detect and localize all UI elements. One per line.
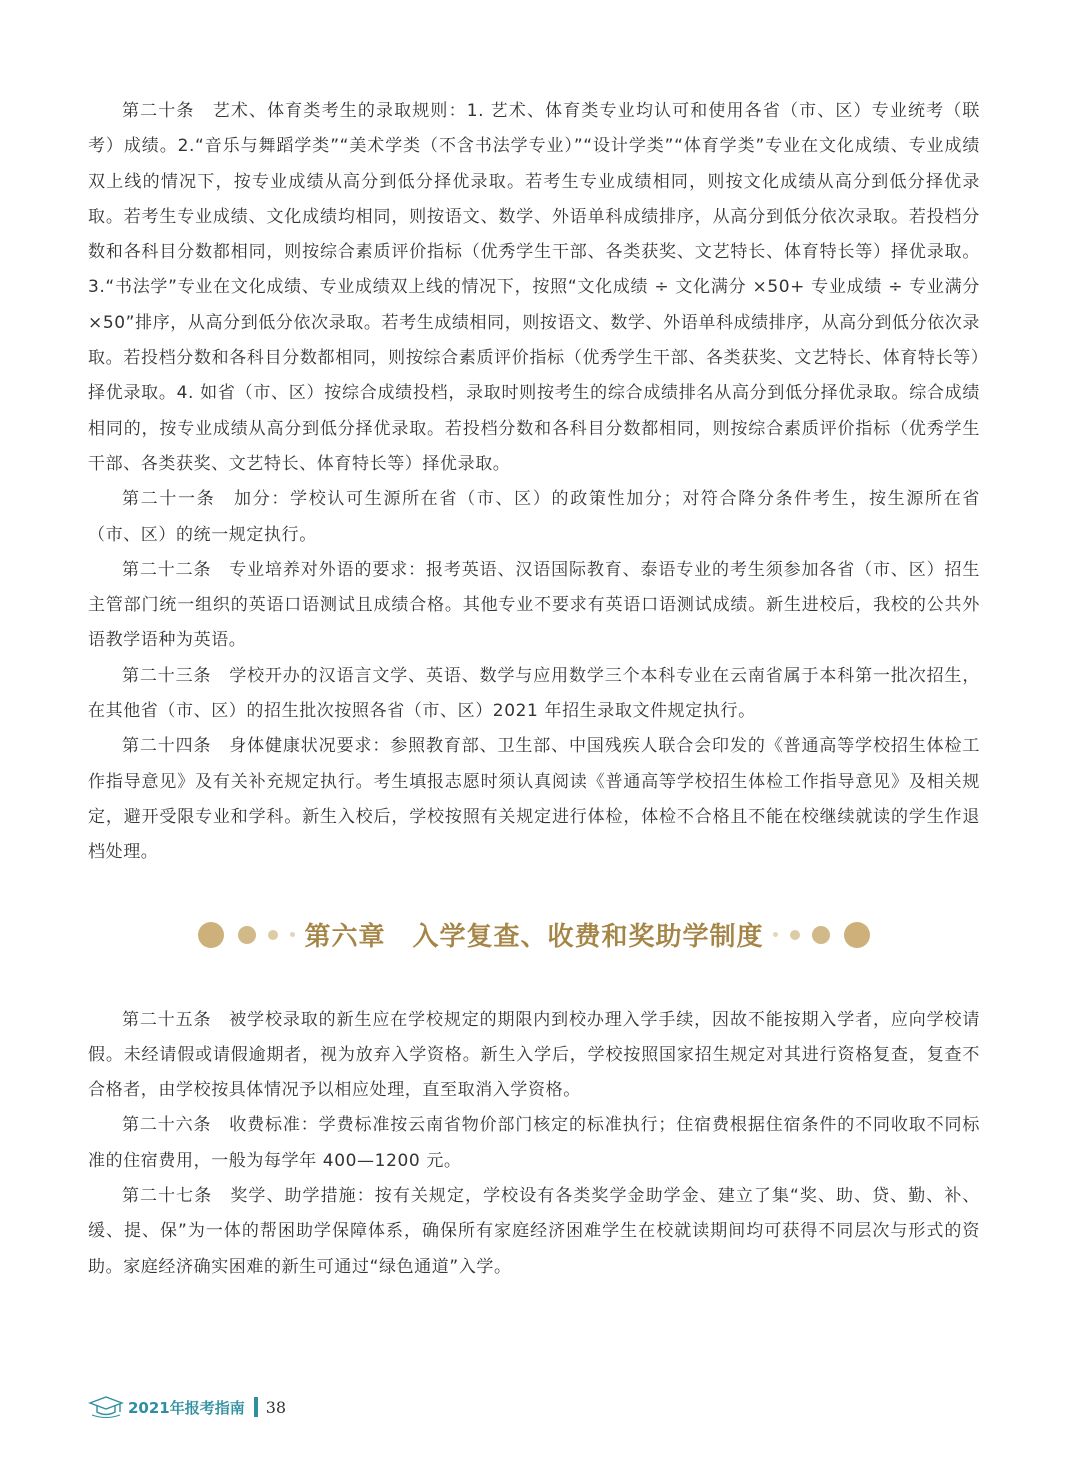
decor-dot-icon	[198, 922, 224, 948]
article-25: 第二十五条 被学校录取的新生应在学校规定的期限内到校办理入学手续，因故不能按期入学者，应向学校请假。未经请假或请假逾期者，视为放弃入学资格。新生入学后，学校按照国家招生规定对其进行资格复查，复查不合格者，由学校按具体情况予以相应处理，直至取消入学资格。	[88, 1009, 980, 1101]
guide-title: 2021年报考指南	[128, 1398, 245, 1417]
chapter-title: 第六章 入学复查、收费和奖助学制度	[304, 922, 764, 953]
article-23: 第二十三条 学校开办的汉语言文学、英语、数学与应用数学三个本科专业在云南省属于本科第一批次招生，在其他省（市、区）的招生批次按照各省（市、区）2021 年招生录取文件规定执行。	[88, 665, 980, 722]
chapter-heading	[88, 905, 980, 965]
page-number: 38	[265, 1397, 287, 1417]
decor-dot-icon	[268, 930, 278, 940]
page-footer	[88, 1392, 286, 1422]
page-content	[88, 94, 980, 1285]
article-27: 第二十七条 奖学、助学措施：按有关规定，学校设有各类奖学金助学金、建立了集“奖、助、贷、勤、补、缓、提、保”为一体的帮困助学保障体系，确保所有家庭经济困难学生在校就读期间均可获得不同层次与形式的资助。家庭经济确实困难的新生可通过“绿色通道”入学。	[88, 1186, 980, 1277]
decor-dot-icon	[790, 930, 800, 940]
footer-divider	[254, 1397, 258, 1417]
article-26: 第二十六条 收费标准：学费标准按云南省物价部门核定的标准执行；住宿费根据住宿条件的不同收取不同标准的住宿费用，一般为每学年 400—1200 元。	[88, 1115, 980, 1171]
decor-dot-icon	[812, 926, 830, 944]
graduation-cap-icon	[88, 1394, 124, 1420]
decor-dot-icon	[238, 926, 256, 944]
article-21: 第二十一条 加分：学校认可生源所在省（市、区）的政策性加分；对符合降分条件考生，按生源所在省（市、区）的统一规定执行。	[88, 489, 980, 545]
article-24: 第二十四条 身体健康状况要求：参照教育部、卫生部、中国残疾人联合会印发的《普通高等学校招生体检工作指导意见》及有关补充规定执行。考生填报志愿时须认真阅读《普通高等学校招生体检工作指导意见》及相关规定，避开受限专业和学科。新生入校后，学校按照有关规定进行体检，体检不合格且不能在校继续就读的学生作退档处理。	[88, 736, 980, 863]
decor-dot-icon	[290, 932, 295, 937]
decor-dot-icon	[773, 932, 778, 937]
article-20: 第二十条 艺术、体育类考生的录取规则：1. 艺术、体育类专业均认可和使用各省（市、区）专业统考（联考）成绩。2.“音乐与舞蹈学类”“美术学类（不含书法学专业）”“设计学类”“体育学类”专业在文化成绩、专业成绩双上线的情况下，按专业成绩从高分到低分择优录取。若考生专业成绩相同，则按文化成绩从高分到低分择优录取。若考生专业成绩、文化成绩均相同，则按语文、数学、外语单科成绩排序，从高分到低分依次录取。若投档分数和各科目分数都相同，则按综合素质评价指标（优秀学生干部、各类获奖、文艺特长、体育特长等）择优录取。3.“书法学”专业在文化成绩、专业成绩双上线的情况下，按照“文化成绩 ÷ 文化满分 ×50+ 专业成绩 ÷ 专业满分 ×50”排序，从高分到低分依次录取。若考生成绩相同，则按语文、数学、外语单科成绩排序，从高分到低分依次录取。若投档分数和各科目分数都相同，则按综合素质评价指标（优秀学生干部、各类获奖、文艺特长、体育特长等）择优录取。4. 如省（市、区）按综合成绩投档，录取时则按考生的综合成绩排名从高分到低分择优录取。综合成绩相同的，按专业成绩从高分到低分择优录取。若投档分数和各科目分数都相同，则按综合素质评价指标（优秀学生干部、各类获奖、文艺特长、体育特长等）择优录取。	[88, 101, 980, 474]
decor-dot-icon	[844, 922, 870, 948]
article-22: 第二十二条 专业培养对外语的要求：报考英语、汉语国际教育、泰语专业的考生须参加各省（市、区）招生主管部门统一组织的英语口语测试且成绩合格。其他专业不要求有英语口语测试成绩。新生进校后，我校的公共外语教学语种为英语。	[88, 559, 980, 651]
